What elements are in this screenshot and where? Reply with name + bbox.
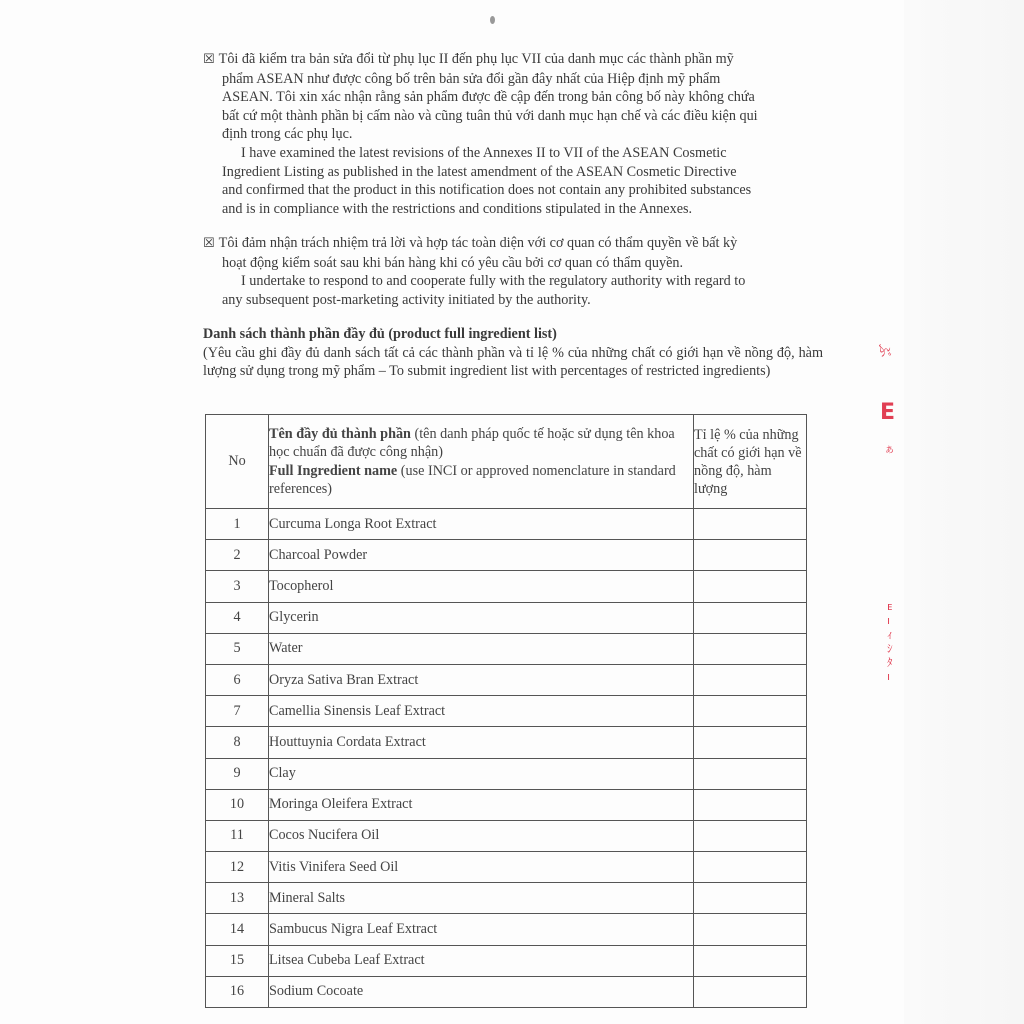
ingredient-percentage (694, 758, 807, 789)
ingredient-percentage (694, 540, 807, 571)
table-row (206, 914, 807, 945)
stamp-mark-3: ぁ (884, 442, 895, 455)
stamp-mark-2: E (880, 400, 896, 425)
declaration-2-english (203, 272, 821, 309)
ingredient-percentage (694, 633, 807, 664)
declaration-1-vi-line: phẩm ASEAN như được công bố trên bản sửa đổi gần đây nhất của Hiệp định mỹ phẩm (222, 70, 721, 87)
ingredient-table (205, 414, 807, 1008)
row-number: 7 (206, 696, 269, 727)
declaration-2-en-line: any subsequent post-marketing activity initiated by the authority. (222, 291, 591, 308)
ingredient-name: Charcoal Powder (269, 540, 694, 571)
table-row (206, 509, 807, 540)
ingredient-percentage (694, 976, 807, 1007)
page-edge-shadow (904, 0, 1024, 1024)
table-row (206, 976, 807, 1007)
declaration-2-vi-line: hoạt động kiểm soát sau khi bán hàng khi có yêu cầu bởi cơ quan có thẩm quyền. (222, 254, 684, 271)
header-ingredient-name (269, 415, 694, 509)
declaration-1-vi-line: bất cứ một thành phần bị cấm nào và cũng tuân thủ với danh mục hạn chế và các điều kiện qui (222, 107, 758, 124)
header-percentage: Tỉ lệ % của những chất có giới hạn về nồng độ, hàm lượng (694, 415, 807, 509)
row-number: 4 (206, 602, 269, 633)
ingredient-table-body (206, 509, 807, 1008)
row-number: 2 (206, 540, 269, 571)
ingredient-percentage (694, 883, 807, 914)
row-number: 13 (206, 883, 269, 914)
ingredient-name: Sambucus Nigra Leaf Extract (269, 914, 694, 945)
table-row (206, 883, 807, 914)
declaration-1-vietnamese (203, 50, 821, 144)
declaration-1-en-line: and is in compliance with the restrictions and conditions stipulated in the Annexes. (222, 200, 693, 217)
ingredient-name: Tocopherol (269, 571, 694, 602)
row-number: 14 (206, 914, 269, 945)
ingredient-name: Oryza Sativa Bran Extract (269, 664, 694, 695)
header-name-en-bold: Full Ingredient name (269, 462, 398, 479)
ingredient-name: Water (269, 633, 694, 664)
ingredient-name: Litsea Cubeba Leaf Extract (269, 945, 694, 976)
declaration-1-vi-line: ☒ Tôi đã kiểm tra bản sửa đổi từ phụ lục II đến phụ lục VII của danh mục các thành phần mỹ (203, 51, 734, 67)
ingredient-percentage (694, 789, 807, 820)
ingredient-percentage (694, 602, 807, 633)
row-number: 5 (206, 633, 269, 664)
table-row (206, 789, 807, 820)
ingredient-percentage (694, 945, 807, 976)
declaration-1 (203, 50, 821, 218)
checked-box-icon: ☒ (203, 236, 215, 251)
row-number: 3 (206, 571, 269, 602)
declaration-1-vi-line: định trong các phụ lục. (222, 126, 353, 143)
row-number: 10 (206, 789, 269, 820)
row-number: 9 (206, 758, 269, 789)
declaration-2 (203, 234, 821, 309)
table-row (206, 540, 807, 571)
table-row (206, 633, 807, 664)
declaration-1-vi-line: ASEAN. Tôi xin xác nhận rằng sản phẩm được đề cập đến trong bản công bố này không chứa (222, 89, 755, 106)
table-row (206, 571, 807, 602)
table-header-row (206, 415, 807, 509)
ingredient-percentage (694, 664, 807, 695)
ingredient-percentage (694, 820, 807, 851)
row-number: 12 (206, 852, 269, 883)
ingredient-name: Curcuma Longa Root Extract (269, 509, 694, 540)
ingredient-section-title: Danh sách thành phần đầy đủ (product full ingredient list) (203, 326, 557, 342)
checked-box-icon: ☒ (203, 52, 215, 67)
ingredient-name: Cocos Nucifera Oil (269, 820, 694, 851)
table-row (206, 696, 807, 727)
ingredient-name: Houttuynia Cordata Extract (269, 727, 694, 758)
ingredient-name: Mineral Salts (269, 883, 694, 914)
row-number: 11 (206, 820, 269, 851)
ingredient-name: Glycerin (269, 602, 694, 633)
ingredient-percentage (694, 696, 807, 727)
header-name-vi-bold: Tên đầy đủ thành phần (269, 425, 411, 442)
ingredient-percentage (694, 727, 807, 758)
declaration-2-vietnamese (203, 234, 821, 272)
ingredient-name: Clay (269, 758, 694, 789)
row-number: 15 (206, 945, 269, 976)
declaration-1-english (203, 144, 821, 218)
header-name-en-rest: (use INCI or approved nomenclature in standard references) (269, 462, 676, 497)
stamp-mark-4: ᴇ ı ｨ ｼ ﾀ ı (887, 600, 893, 683)
table-row (206, 664, 807, 695)
declaration-1-en-line: I have examined the latest revisions of the Annexes II to VII of the ASEAN Cosmetic (241, 144, 727, 161)
table-row (206, 758, 807, 789)
header-name-vi-rest: (tên danh pháp quốc tế hoặc sử dụng tên khoa học chuẩn đã được công nhận) (269, 425, 675, 461)
ingredient-name: Sodium Cocoate (269, 976, 694, 1007)
ingredient-percentage (694, 914, 807, 945)
declaration-1-en-line: and confirmed that the product in this notification does not contain any prohibited substances (222, 182, 752, 199)
declaration-2-vi-line: ☒ Tôi đảm nhận trách nhiệm trả lời và hợp tác toàn diện với cơ quan có thẩm quyền về bất kỳ (203, 235, 738, 251)
stamp-mark-1: ぶ (874, 341, 894, 359)
ingredient-section-heading (203, 325, 823, 381)
row-number: 6 (206, 664, 269, 695)
ingredient-section-subtitle: (Yêu cầu ghi đầy đủ danh sách tất cả các thành phần và tỉ lệ % của những chất có giới hạn về nồng độ, hàm lượng sử dụng trong mỹ phẩm – To submit ingredient list with percentages of restricted ingredients) (203, 344, 823, 380)
ingredient-name: Moringa Oleifera Extract (269, 789, 694, 820)
row-number: 1 (206, 509, 269, 540)
ingredient-percentage (694, 509, 807, 540)
table-row (206, 727, 807, 758)
scan-speck (490, 16, 495, 24)
row-number: 16 (206, 976, 269, 1007)
ingredient-name: Vitis Vinifera Seed Oil (269, 852, 694, 883)
row-number: 8 (206, 727, 269, 758)
header-no: No (206, 415, 269, 509)
table-row (206, 820, 807, 851)
table-row (206, 852, 807, 883)
ingredient-percentage (694, 571, 807, 602)
ingredient-name: Camellia Sinensis Leaf Extract (269, 696, 694, 727)
table-row (206, 945, 807, 976)
declaration-2-en-line: I undertake to respond to and cooperate fully with the regulatory authority with regard to (241, 273, 746, 290)
ingredient-percentage (694, 852, 807, 883)
table-row (206, 602, 807, 633)
declaration-1-en-line: Ingredient Listing as published in the latest amendment of the ASEAN Cosmetic Directive (222, 163, 737, 180)
